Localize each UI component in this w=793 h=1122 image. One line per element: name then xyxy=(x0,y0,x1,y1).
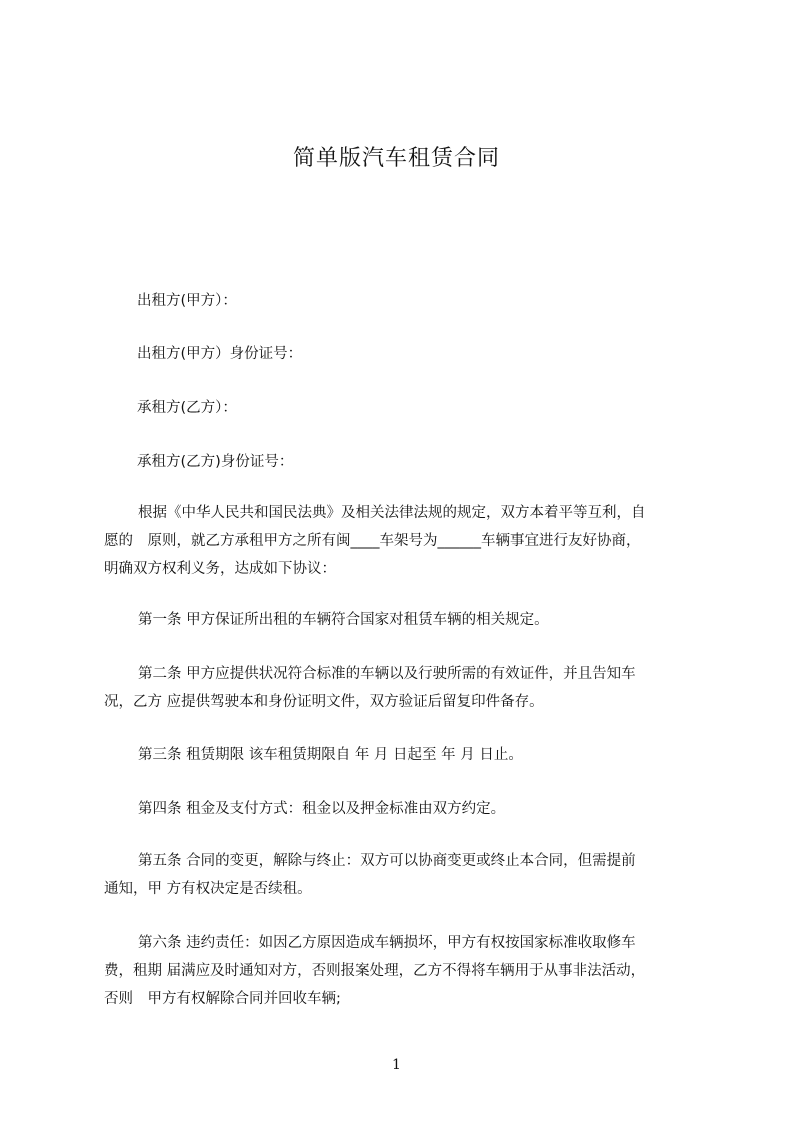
intro-line-3: 明确双方权利义务，达成如下协议： xyxy=(104,561,336,577)
article-2 xyxy=(104,660,704,716)
article-6-line-2: 费，租期 届满应及时通知对方，否则报案处理，乙方不得将车辆用于从事非法活动， xyxy=(104,963,646,979)
article-2-line-2: 况，乙方 应提供驾驶本和身份证明文件，双方验证后留复印件备存。 xyxy=(104,694,544,710)
article-4 xyxy=(104,795,704,823)
article-5-line-2: 通知，甲 方有权决定是否续租。 xyxy=(104,881,312,897)
document-title: 简单版汽车租赁合同 xyxy=(292,146,500,171)
article-6-line-3: 否则 甲方有权解除合同并回收车辆; xyxy=(104,991,341,1007)
article-6 xyxy=(104,929,704,1013)
lessee-id-field: 承租方(乙方)身份证号： xyxy=(137,454,294,470)
article-1-line-1: 第一条 甲方保证所出租的车辆符合国家对租赁车辆的相关规定。 xyxy=(138,612,549,628)
page-number: 1 xyxy=(392,1057,401,1073)
article-3 xyxy=(104,741,704,769)
article-5 xyxy=(104,847,704,903)
article-2-line-1: 第二条 甲方应提供状况符合标准的车辆以及行驶所需的有效证件，并且告知车 xyxy=(138,666,636,682)
article-1 xyxy=(104,606,704,634)
lessee-name-field: 承租方(乙方）： xyxy=(137,400,237,416)
article-3-line-1: 第三条 租赁期限 该车租赁期限自 年 月 日起至 年 月 日止。 xyxy=(138,747,523,763)
article-5-line-1: 第五条 合同的变更，解除与终止：双方可以协商变更或终止本合同，但需提前 xyxy=(138,853,636,869)
intro-paragraph xyxy=(104,499,704,583)
lessor-name-field: 出租方(甲方）： xyxy=(137,293,237,309)
intro-line-1: 根据《中华人民共和国民法典》及相关法律法规的规定，双方本着平等互利，自 xyxy=(138,505,646,521)
article-4-line-1: 第四条 租金及支付方式：租金以及押金标准由双方约定。 xyxy=(138,801,506,817)
intro-line-2: 愿的 原则，就乙方承租甲方之所有闽____车架号为______车辆事宜进行友好协商， xyxy=(104,533,641,549)
article-6-line-1: 第六条 违约责任：如因乙方原因造成车辆损坏，甲方有权按国家标准收取修车 xyxy=(138,935,636,951)
lessor-id-field: 出租方(甲方）身份证号： xyxy=(137,346,303,362)
